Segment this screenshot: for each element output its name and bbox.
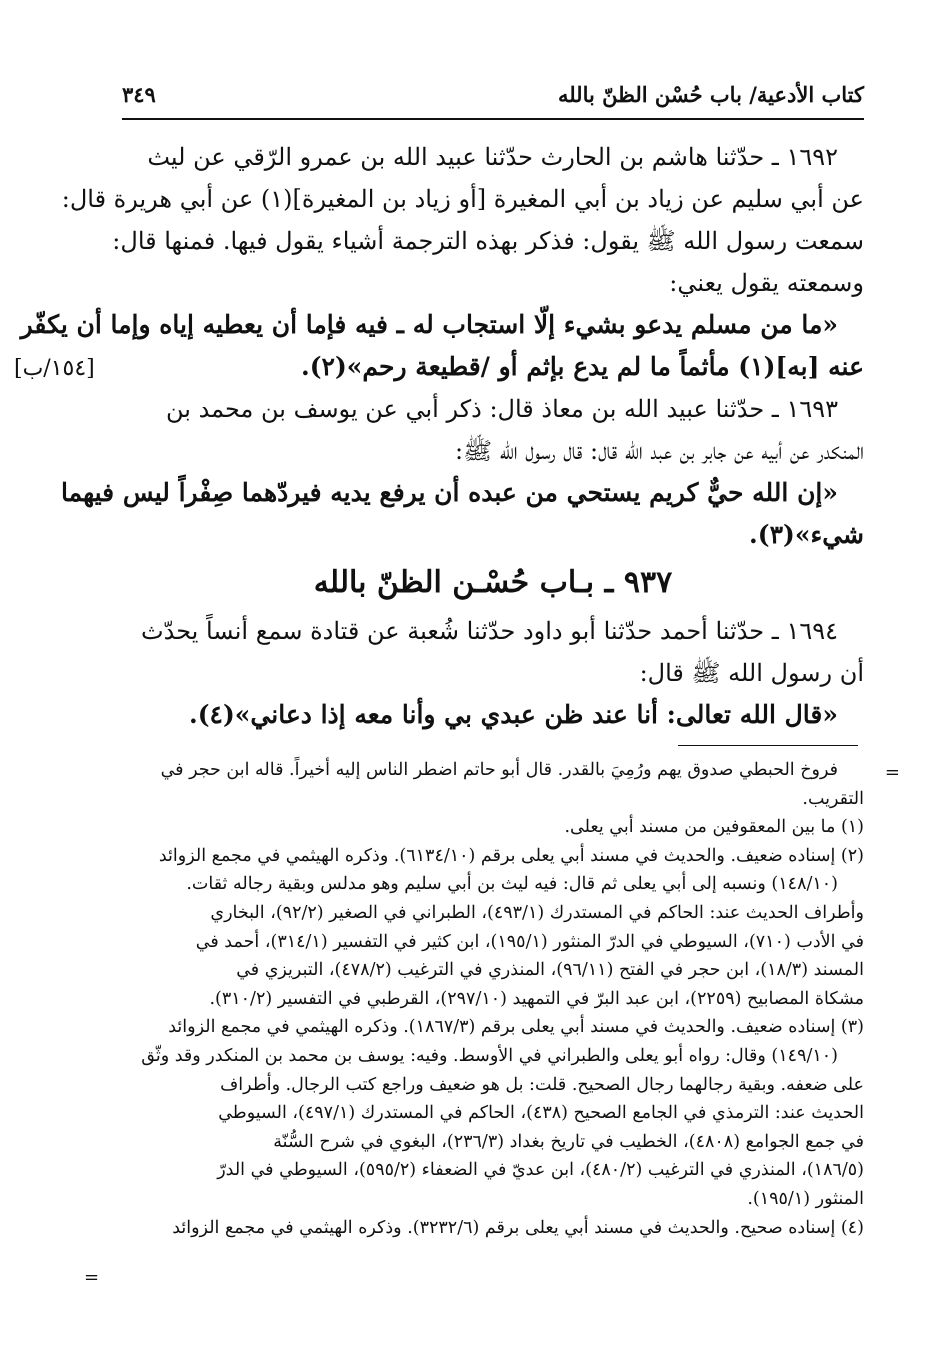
footnote-line: (٢) إسناده ضعيف. والحديث في مسند أبي يعلى برقم (٦١٣٤/١٠). وذكره الهيثمي في مجمع الزوائد (158, 845, 864, 866)
hadith-1692-matn: «ما من مسلم يدعو بشيء إلّا استجاب له ـ فيه فإما أن يعطيه إياه وإما أن يكفّر (20, 310, 838, 339)
page-number: ٣٤٩ (122, 82, 156, 107)
footnote-line: مشكاة المصابيح (٢٢٥٩)، ابن عبد البرّ في التمهيد (٢٩٧/١٠)، القرطبي في التفسير (٣١٠/٢). (209, 988, 864, 1009)
footnote-line: (٤) إسناده صحيح. والحديث في مسند أبي يعلى برقم (٣٢٣٢/٦). وذكره الهيثمي في مجمع الزوائد (172, 1217, 864, 1238)
footnote-line: (١٤٨/١٠) ونسبه إلى أبي يعلى ثم قال: فيه ليث بن أبي سليم وهو مدلس وبقية رجاله ثقات. (186, 874, 838, 895)
running-header (122, 82, 864, 116)
footnote-line: في جمع الجوامع (٤٨٠٨)، الخطيب في تاريخ بغداد (٢٣٦/٣)، البغوي في شرح السُّنّة (273, 1131, 864, 1152)
footnote-line: (١٨٦/٥)، المنذري في الترغيب (٤٨٠/٢)، ابن عديّ في الضعفاء (٥٩٥/٢)، السيوطي في الدرّ (217, 1160, 864, 1181)
footnote-line: (١) ما بين المعقوفين من مسند أبي يعلى. (564, 817, 864, 838)
footnote-line: على ضعفه. وبقية رجالهما رجال الصحيح. قلت: بل هو ضعيف وراجع كتب الرجال. وأطراف (220, 1074, 864, 1095)
hadith-1692-matn: عنه [به](١) مأثماً ما لم يدع بإثم أو /قطيعة رحم»(٢). (300, 352, 864, 381)
margin-folio-reference: [١٥٤/ب] (14, 356, 95, 381)
hadith-1692-line: ١٦٩٢ ـ حدّثنا هاشم بن الحارث حدّثنا عبيد الله بن عمرو الرّقي عن ليث (147, 143, 838, 171)
footnote-line: الحديث عند: الترمذي في الجامع الصحيح (٤٣٨)، الحاكم في المستدرك (٤٩٧/١)، السيوطي (218, 1103, 864, 1124)
footnote-line: المسند (١٨/٣)، ابن حجر في الفتح (٩٦/١١)، المنذري في الترغيب (٤٧٨/٢)، التبريزي في (236, 960, 864, 981)
footnote-line: (١٤٩/١٠) وقال: رواه أبو يعلى والطبراني في الأوسط. وفيه: يوسف بن محمد بن المنكدر وقد وثّق (141, 1045, 838, 1066)
hadith-1693-line: ١٦٩٣ ـ حدّثنا عبيد الله بن معاذ قال: ذكر أبي عن يوسف بن محمد بن (166, 395, 838, 423)
hadith-1694-line: أن رسول الله ﷺ قال: (639, 659, 864, 687)
header-rule (122, 118, 864, 120)
footnote-line: التقريب. (802, 788, 864, 809)
continuation-mark: = (884, 762, 900, 783)
footnote-line: المنثور (١٩٥/١). (747, 1188, 864, 1209)
hadith-1693-matn: «إن الله حيٌّ كريم يستحي من عبده أن يرفع يديه فيردّهما صِفْراً ليس فيهما (61, 478, 838, 507)
hadith-1693-matn: شيء»(٣). (749, 520, 864, 549)
hadith-1694-matn: «قال الله تعالى: أنا عند ظن عبدي بي وأنا معه إذا دعاني»(٤). (188, 700, 838, 729)
hadith-1692-line: وسمعته يقول يعني: (669, 269, 864, 297)
chapter-heading: ٩٣٧ ـ بـاب حُسْـن الظنّ بالله (313, 565, 673, 600)
hadith-1693-line: المنكدر عن أبيه عن جابر بن عبد الله قال: قال رسول الله ﷺ: (455, 437, 864, 465)
hadith-1692-line: عن أبي سليم عن زياد بن أبي المغيرة [أو زياد بن المغيرة](١) عن أبي هريرة قال: (61, 185, 864, 213)
footnote-line: وأطراف الحديث عند: الحاكم في المستدرك (٤٩٣/١)، الطبراني في الصغير (٩٢/٢)، البخاري (210, 902, 864, 923)
footnote-line: (٣) إسناده ضعيف. والحديث في مسند أبي يعلى برقم (١٨٦٧/٣). وذكره الهيثمي في مجمع الزوائد (168, 1017, 864, 1038)
footnote-line: في الأدب (٧١٠)، السيوطي في الدرّ المنثور (١٩٥/١)، ابن كثير في التفسير (٣١٤/١)، أحمد في (195, 931, 864, 952)
footnotes (110, 756, 864, 1242)
footnote-separator (678, 745, 858, 746)
hadith-1694-line: ١٦٩٤ ـ حدّثنا أحمد حدّثنا أبو داود حدّثنا شُعبة عن قتادة سمع أنساً يحدّث (141, 617, 838, 645)
header-title: كتاب الأدعية/ باب حُسْن الظنّ بالله (557, 82, 864, 107)
hadith-1692-line: سمعت رسول الله ﷺ يقول: فذكر بهذه الترجمة أشياء يقول فيها. فمنها قال: (112, 227, 864, 255)
footnote-line: فروخ الحبطي صدوق يهم ورُمِيَ بالقدر. قال أبو حاتم اضطر الناس إليه أخيراً. قاله ابن حجر في (160, 760, 838, 780)
end-continuation-mark: = (84, 1267, 100, 1288)
